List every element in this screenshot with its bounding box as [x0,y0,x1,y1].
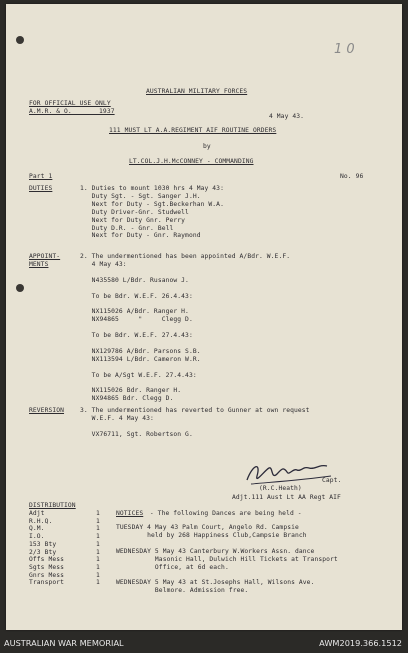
text-line: NX113594 L/Bdr. Cameron W.R. [80,355,201,363]
distribution-recipient: Q.M. [29,525,45,533]
text-line: WEDNESDAY 5 May 43 at St.Josephs Hall, Wilsons Ave. [116,579,315,587]
signature-rank: Capt. [322,477,342,484]
section-heading-appointments: APPOINT- [29,253,61,260]
text-line: 1. Duties to mount 1030 hrs 4 May 43: [80,185,224,192]
text-line: TUESDAY 4 May 43 Palm Court, Angelo Rd. Campsie [116,524,299,531]
text-line: VX76711, Sgt. Robertson G. [80,430,193,438]
distribution-quantity: 1 [96,571,100,579]
distribution-recipient: I.O. [29,533,45,541]
distribution-quantity: 1 [96,556,100,564]
distribution-recipient: Transport [29,579,65,587]
text-line: Masonic Hall, Dulwich Hill Tickets at Transport [116,555,338,563]
distribution-recipient: Offs Mess [29,556,65,564]
text-line: Next for Duty - Gnr. Raymond [80,232,201,240]
text-line: Belmore. Admission free. [116,587,249,595]
punch-hole [16,36,24,44]
distribution-quantity: 1 [96,540,100,548]
text-line: Duty D.R. - Gnr. Bell [80,224,174,232]
distribution-recipient: R.H.Q. [29,517,53,525]
signatory-role: Adjt.111 Aust Lt AA Regt AIF [232,494,341,501]
footer-accession-number: AWM2019.366.1512 [319,638,402,648]
distribution-recipient: 153 Bty [29,540,57,548]
by-label: by [203,143,211,150]
distribution-heading: DISTRIBUTION [29,502,76,509]
text-line: Office, at 6d each. [116,563,229,571]
notices-intro: - The following Dances are being held - [146,510,302,517]
section-heading-appointments-cont: MENTS [29,261,49,268]
punch-hole [16,284,24,292]
text-line: To be A/Sgt W.E.F. 27.4.43: [80,371,197,379]
text-line: W.E.F. 4 May 43: [80,414,154,422]
part-label: Part 1 [29,173,53,180]
order-number: No. 96 [340,173,364,180]
distribution-recipient: Adjt [29,510,45,517]
text-line: 2. The undermentioned has been appointed A/Bdr. W.E.F. [80,253,291,260]
text-line: Duty Sgt. - Sgt. Sanger J.H. [80,192,201,200]
distribution-quantity: 1 [96,563,100,571]
text-line: N435580 L/Bdr. Rusanow J. [80,276,189,284]
text-line: To be Bdr. W.E.F. 27.4.43: [80,332,193,339]
distribution-recipient: 2/3 Bty [29,548,57,556]
signatory-name: (R.C.Heath) [259,485,302,492]
section-heading-duties: DUTIES [29,185,53,192]
text-line: NX129786 A/Bdr. Parsons S.B. [80,347,201,355]
text-line: NX115026 A/Bdr. Ranger H. [80,308,189,316]
text-line: NX94865 Bdr. Clegg D. [80,395,174,403]
routine-orders-title: 111 MUST LT A.A.REGIMENT AIF ROUTINE ORDERS [109,127,277,134]
text-line: NX94865 " Clegg D. [80,316,193,324]
classification: FOR OFFICIAL USE ONLY [29,100,111,107]
text-line: Next for Duty - Sgt.Beckerhan W.A. [80,200,224,208]
text-line: Next for Duty Gnr. Perry [80,216,186,224]
archive-footer [0,632,408,653]
text-line: 3. The undermentioned has reverted to Gunner at own request [80,407,310,414]
section-heading-reversion: REVERSION [29,407,65,414]
distribution-recipient: Gnrs Mess [29,571,65,579]
document-page [6,4,402,630]
text-line: Duty Driver-Gnr. Studwell [80,208,189,216]
distribution-quantity: 1 [96,517,100,525]
distribution-quantity: 1 [96,525,100,533]
order-date: 4 May 43. [269,113,305,120]
classification-reference: A.M.R. & O. 1937 [29,108,115,115]
distribution-quantity: 1 [96,533,100,541]
text-line: To be Bdr. W.E.F. 26.4.43: [80,292,193,300]
footer-archive-name: AUSTRALIAN WAR MEMORIAL [4,638,124,648]
text-line: NX115026 Bdr. Ranger H. [80,387,182,395]
document-title: AUSTRALIAN MILITARY FORCES [146,88,248,95]
text-line: WEDNESDAY 5 May 43 Canterbury W.Workers Assn. dance [116,547,315,555]
text-line: 4 May 43: [80,260,127,268]
commanding-officer: LT.COL.J.H.McCONNEY - COMMANDING [129,158,254,165]
distribution-quantity: 1 [96,510,100,517]
notices-heading: NOTICES [116,510,144,517]
distribution-quantity: 1 [96,548,100,556]
distribution-recipient: Sgts Mess [29,563,65,571]
distribution-quantity: 1 [96,579,100,587]
pencil-annotation: 1 0 [334,42,355,57]
text-line: held by 268 Happiness Club,Campsie Branch [116,531,307,539]
